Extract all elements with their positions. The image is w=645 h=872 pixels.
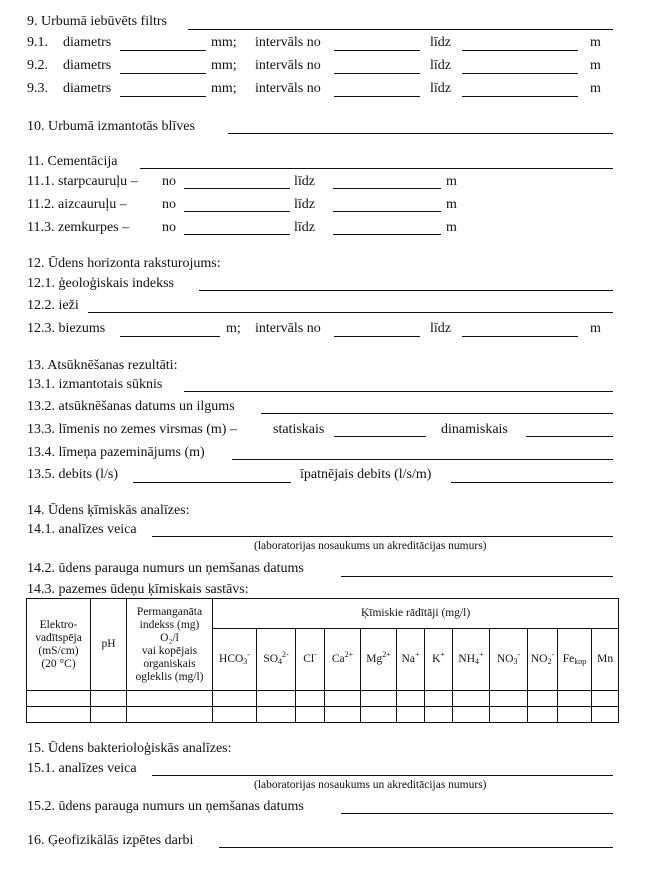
dynamic-label: dinamiskais	[441, 422, 508, 437]
diameter-label: diametrs	[63, 35, 112, 50]
analysis-by-input[interactable]	[152, 536, 613, 537]
diameter-label: diametrs	[63, 58, 112, 73]
seals-field[interactable]	[228, 133, 613, 134]
from-label: no	[162, 197, 176, 212]
ion-header: $Fe_{kop}$	[558, 629, 592, 691]
section-15-title: 15. Ūdens bakterioloģiskās analīzes:	[27, 741, 232, 756]
section-16-title: 16. Ģeofizikālās izpētes darbi	[27, 833, 194, 848]
to-input[interactable]	[333, 211, 441, 212]
filter-field[interactable]	[188, 29, 613, 30]
to-label: līdz	[430, 321, 451, 336]
interval-to-input[interactable]	[462, 96, 578, 97]
from-label: no	[162, 220, 176, 235]
unit-label: m;	[226, 321, 241, 336]
ion-header: $Ca^{2+}$	[325, 629, 361, 691]
bacteria-sample-input[interactable]	[341, 813, 613, 814]
to-label: līdz	[294, 220, 315, 235]
ion-header: $NO_3^-$	[490, 629, 528, 691]
interval-from-input[interactable]	[334, 50, 420, 51]
drawdown-input[interactable]	[232, 459, 613, 460]
interval-label: intervāls no	[255, 58, 321, 73]
cementation-row-label: 11.3. zemkurpes –	[27, 220, 130, 235]
interval-from-input[interactable]	[334, 73, 420, 74]
interval-to-input[interactable]	[462, 336, 578, 337]
interval-to-input[interactable]	[462, 50, 578, 51]
meter-label: m	[590, 81, 601, 96]
lab-hint: (laboratorijas nosaukums un akreditācijas numurs)	[254, 540, 487, 552]
from-input[interactable]	[184, 234, 290, 235]
section-9-title: 9. Urbumā iebūvēts filtrs	[27, 14, 167, 29]
ion-header: K+	[425, 629, 453, 691]
to-label: līdz	[430, 35, 451, 50]
section-10-title: 10. Urbumā izmantotās blīves	[27, 119, 195, 134]
pump-input[interactable]	[184, 391, 613, 392]
meter-label: m	[590, 321, 601, 336]
sample-label: 14.2. ūdens parauga numurs un ņemšanas datums	[27, 561, 304, 576]
interval-to-input[interactable]	[462, 73, 578, 74]
yield-input[interactable]	[133, 482, 291, 483]
ion-header: $HCO_3^-$	[213, 629, 257, 691]
to-label: līdz	[430, 58, 451, 73]
diameter-input[interactable]	[120, 73, 206, 74]
interval-label: intervāls no	[255, 81, 321, 96]
thickness-label: 12.3. biezums	[27, 321, 106, 336]
pumping-date-input[interactable]	[261, 413, 613, 414]
interval-from-input[interactable]	[334, 96, 420, 97]
rocks-input[interactable]	[88, 312, 613, 313]
geological-index-input[interactable]	[199, 290, 613, 291]
thickness-input[interactable]	[120, 336, 220, 337]
geophysics-input[interactable]	[219, 847, 613, 848]
from-input[interactable]	[184, 211, 290, 212]
to-label: līdz	[430, 81, 451, 96]
geological-index-label: 12.1. ģeoloģiskais indekss	[27, 276, 174, 291]
cementation-row-label: 11.2. aizcauruļu –	[27, 197, 127, 212]
cementation-field[interactable]	[140, 168, 613, 169]
bacteria-analysis-by-label: 15.1. analīzes veica	[27, 761, 137, 776]
table-row	[27, 691, 619, 707]
chemical-indicators-header: Ķīmiskie rādītāji (mg/l)	[213, 599, 619, 629]
static-label: statiskais	[273, 422, 325, 437]
diameter-input[interactable]	[120, 50, 206, 51]
unit-label: mm;	[211, 58, 237, 73]
diameter-input[interactable]	[120, 96, 206, 97]
row-number: 9.2.	[27, 58, 48, 73]
row-number: 9.1.	[27, 35, 48, 50]
ion-header: Mn	[592, 629, 619, 691]
static-input[interactable]	[334, 436, 426, 437]
specific-yield-label: īpatnējais debits (l/s/m)	[300, 467, 432, 482]
section-11-title: 11. Cementācija	[27, 154, 118, 169]
pumping-date-label: 13.2. atsūknēšanas datums un ilgums	[27, 399, 235, 414]
drawdown-label: 13.4. līmeņa pazeminājums (m)	[27, 445, 205, 460]
table-row	[27, 707, 619, 723]
permanganate-header: Permanganāta indekss (mg) O₂/l vai kopējais organiskais ogleklis (mg/l)	[127, 599, 213, 691]
meter-label: m	[446, 220, 457, 235]
from-input[interactable]	[184, 188, 290, 189]
meter-label: m	[446, 197, 457, 212]
ion-header: Na+	[397, 629, 425, 691]
conductivity-header: Elektro- vadītspēja (mS/cm) (20 °C)	[27, 599, 91, 691]
row-number: 9.3.	[27, 81, 48, 96]
unit-label: mm;	[211, 81, 237, 96]
interval-from-input[interactable]	[334, 336, 420, 337]
rocks-label: 12.2. ieži	[27, 298, 79, 313]
bacteria-analysis-by-input[interactable]	[152, 775, 613, 776]
to-input[interactable]	[333, 188, 441, 189]
ion-header: Cl-	[296, 629, 325, 691]
composition-label: 14.3. pazemes ūdeņu ķīmiskais sastāvs:	[27, 582, 249, 597]
ion-header: $Mg^{2+}$	[361, 629, 397, 691]
specific-yield-input[interactable]	[451, 482, 613, 483]
diameter-label: diametrs	[63, 81, 112, 96]
dynamic-input[interactable]	[526, 436, 613, 437]
meter-label: m	[590, 35, 601, 50]
section-12-title: 12. Ūdens horizonta raksturojums:	[27, 256, 221, 271]
meter-label: m	[590, 58, 601, 73]
section-13-title: 13. Atsūknēšanas rezultāti:	[27, 358, 178, 373]
level-label: 13.3. līmenis no zemes virsmas (m) –	[27, 422, 237, 437]
to-input[interactable]	[333, 234, 441, 235]
yield-label: 13.5. debits (l/s)	[27, 467, 118, 482]
ph-header: pH	[91, 599, 127, 691]
sample-input[interactable]	[341, 576, 613, 577]
ion-header: $SO_4^{2-}$	[257, 629, 296, 691]
pump-label: 13.1. izmantotais sūknis	[27, 377, 163, 392]
bacteria-sample-label: 15.2. ūdens parauga numurs un ņemšanas datums	[27, 799, 304, 814]
meter-label: m	[446, 174, 457, 189]
to-label: līdz	[294, 174, 315, 189]
ion-header: $NH_4^+$	[453, 629, 490, 691]
ion-header: $NO_2^-$	[528, 629, 558, 691]
lab-hint: (laboratorijas nosaukums un akreditācijas numurs)	[254, 779, 487, 791]
from-label: no	[162, 174, 176, 189]
analysis-by-label: 14.1. analīzes veica	[27, 522, 137, 537]
unit-label: mm;	[211, 35, 237, 50]
chemical-composition-table	[26, 598, 619, 723]
cementation-row-label: 11.1. starpcauruļu –	[27, 174, 138, 189]
interval-label: intervāls no	[255, 321, 321, 336]
interval-label: intervāls no	[255, 35, 321, 50]
section-14-title: 14. Ūdens ķīmiskās analīzes:	[27, 503, 190, 518]
to-label: līdz	[294, 197, 315, 212]
